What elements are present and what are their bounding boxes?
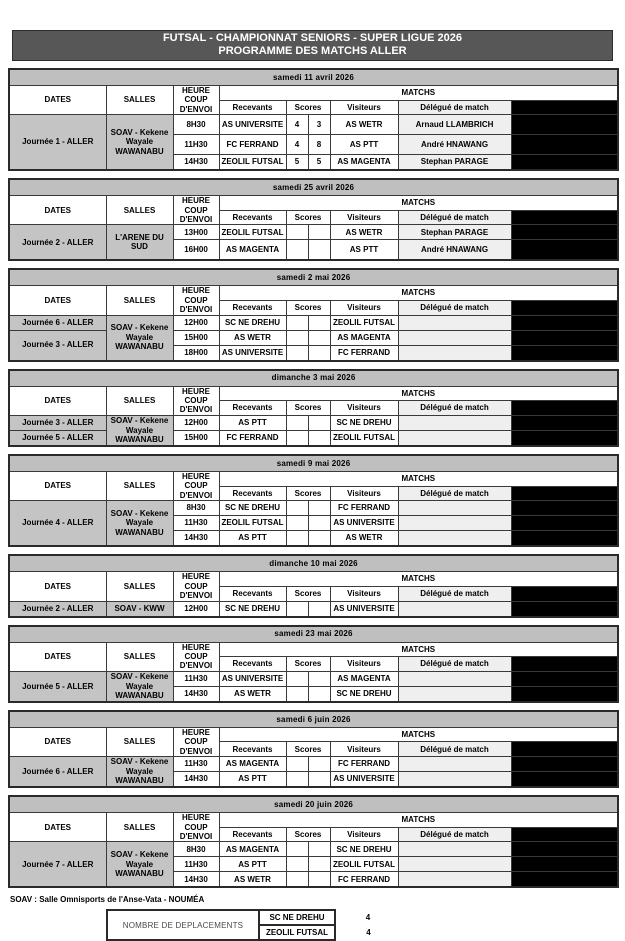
kickoff-time-cell: 8H30: [173, 842, 219, 857]
journee-cell: Journée 2 - ALLER: [9, 601, 106, 617]
score-away-cell: [308, 671, 330, 686]
journee-cell: Journée 3 - ALLER: [9, 330, 106, 361]
salle-cell: L'ARENE DU SUD: [106, 225, 173, 260]
home-team-cell: ZEOLIL FUTSAL: [219, 516, 286, 531]
col-header-visiteurs: Visiteurs: [330, 210, 398, 225]
col-header-delegue: Délégué de match: [398, 742, 511, 757]
score-away-cell: [308, 872, 330, 888]
score-home-cell: [286, 501, 308, 516]
col-header-salles: SALLES: [106, 286, 173, 315]
score-home-cell: [286, 330, 308, 345]
home-team-cell: AS UNIVERSITE: [219, 671, 286, 686]
referees-cell: AS UNIVERSITE - AS WETR: [511, 135, 618, 155]
score-home-cell: [286, 225, 308, 240]
salle-cell: SOAV - Kekene Wayale WAWANABU: [106, 115, 173, 170]
away-team-cell: AS WETR: [330, 225, 398, 240]
col-header-dates: DATES: [9, 642, 106, 671]
score-home-cell: [286, 686, 308, 702]
kickoff-time-cell: 12H00: [173, 315, 219, 330]
away-team-cell: AS UNIVERSITE: [330, 772, 398, 788]
col-header-dates: DATES: [9, 813, 106, 842]
col-header-scores: Scores: [286, 486, 330, 501]
date-banner: samedi 23 mai 2026: [9, 626, 618, 643]
score-home-cell: [286, 345, 308, 361]
kickoff-time-cell: 8H30: [173, 501, 219, 516]
referees-cell: ZEOLIL FUTSAL - AS MAGENTA: [511, 115, 618, 135]
col-header-arbitres: Arbitres de la rencontre: [511, 100, 618, 115]
col-header-arbitres: Arbitres de la rencontre: [511, 486, 618, 501]
score-away-cell: [308, 686, 330, 702]
delegate-cell: [398, 842, 511, 857]
section-table: [8, 795, 619, 888]
away-team-cell: AS MAGENTA: [330, 330, 398, 345]
kickoff-time-cell: 11H30: [173, 135, 219, 155]
home-team-cell: ZEOLIL FUTSAL: [219, 225, 286, 240]
away-team-cell: FC FERRAND: [330, 345, 398, 361]
col-header-delegue: Délégué de match: [398, 100, 511, 115]
col-header-visiteurs: Visiteurs: [330, 100, 398, 115]
col-header-matchs: MATCHS: [219, 572, 618, 587]
col-header-dates: DATES: [9, 86, 106, 115]
referees-cell: [511, 430, 618, 446]
home-team-cell: SC NE DREHU: [219, 501, 286, 516]
col-header-heure: HEURE COUP D'ENVOI: [173, 86, 219, 115]
score-away-cell: [308, 430, 330, 446]
score-away-cell: 8: [308, 135, 330, 155]
col-header-heure: HEURE COUP D'ENVOI: [173, 286, 219, 315]
match-row: [9, 430, 618, 446]
referees-cell: [511, 516, 618, 531]
referees-cell: [511, 872, 618, 888]
date-banner: samedi 2 mai 2026: [9, 269, 618, 286]
col-header-salles: SALLES: [106, 813, 173, 842]
salle-cell: SOAV - Kekene Wayale WAWANABU: [106, 842, 173, 888]
referees-cell: [511, 531, 618, 547]
home-team-cell: AS PTT: [219, 772, 286, 788]
away-team-cell: SC NE DREHU: [330, 686, 398, 702]
kickoff-time-cell: 11H30: [173, 757, 219, 772]
page-title-line1: FUTSAL - CHAMPIONNAT SENIORS - SUPER LIGUE 2026: [162, 32, 463, 44]
match-row: [9, 315, 618, 330]
score-home-cell: [286, 531, 308, 547]
col-header-delegue: Délégué de match: [398, 401, 511, 416]
delegate-cell: [398, 857, 511, 872]
score-away-cell: [308, 415, 330, 430]
score-home-cell: [286, 315, 308, 330]
col-header-visiteurs: Visiteurs: [330, 586, 398, 601]
col-header-recevants: Recevants: [219, 657, 286, 672]
score-away-cell: [308, 225, 330, 240]
delegate-cell: [398, 345, 511, 361]
away-team-cell: ZEOLIL FUTSAL: [330, 430, 398, 446]
kickoff-time-cell: 8H30: [173, 115, 219, 135]
page-title: [12, 30, 613, 61]
delegate-cell: [398, 315, 511, 330]
match-row: [9, 501, 618, 516]
kickoff-time-cell: 14H30: [173, 686, 219, 702]
col-header-matchs: MATCHS: [219, 86, 618, 101]
col-header-visiteurs: Visiteurs: [330, 742, 398, 757]
col-header-visiteurs: Visiteurs: [330, 486, 398, 501]
col-header-heure: HEURE COUP D'ENVOI: [173, 727, 219, 756]
col-header-dates: DATES: [9, 572, 106, 601]
col-header-recevants: Recevants: [219, 586, 286, 601]
col-header-scores: Scores: [286, 401, 330, 416]
referees-cell: [511, 415, 618, 430]
date-banner: samedi 11 avril 2026: [9, 69, 618, 86]
salle-cell: SOAV - Kekene Wayale WAWANABU: [106, 315, 173, 361]
col-header-arbitres: Arbitres de la rencontre: [511, 300, 618, 315]
away-team-cell: FC FERRAND: [330, 757, 398, 772]
away-team-cell: AS UNIVERSITE: [330, 516, 398, 531]
match-row: [9, 601, 618, 617]
match-row: [9, 757, 618, 772]
referees-cell: [511, 315, 618, 330]
home-team-cell: FC FERRAND: [219, 430, 286, 446]
col-header-heure: HEURE COUP D'ENVOI: [173, 572, 219, 601]
score-away-cell: [308, 330, 330, 345]
away-team-cell: AS UNIVERSITE: [330, 601, 398, 617]
col-header-visiteurs: Visiteurs: [330, 657, 398, 672]
col-header-scores: Scores: [286, 657, 330, 672]
col-header-heure: HEURE COUP D'ENVOI: [173, 813, 219, 842]
kickoff-time-cell: 12H00: [173, 415, 219, 430]
journee-cell: Journée 7 - ALLER: [9, 842, 106, 888]
away-team-cell: AS WETR: [330, 531, 398, 547]
col-header-recevants: Recevants: [219, 100, 286, 115]
delegate-cell: [398, 671, 511, 686]
col-header-dates: DATES: [9, 727, 106, 756]
score-away-cell: [308, 842, 330, 857]
journee-cell: Journée 6 - ALLER: [9, 757, 106, 788]
journee-cell: Journée 3 - ALLER: [9, 415, 106, 430]
away-team-cell: AS WETR: [330, 115, 398, 135]
home-team-cell: FC FERRAND: [219, 135, 286, 155]
score-home-cell: [286, 772, 308, 788]
displacement-team: SC NE DREHU: [259, 910, 335, 925]
home-team-cell: AS WETR: [219, 872, 286, 888]
home-team-cell: AS MAGENTA: [219, 240, 286, 260]
referees-cell: ZEOLIL FUTSAL - AS WETR: [511, 240, 618, 260]
col-header-visiteurs: Visiteurs: [330, 300, 398, 315]
col-header-matchs: MATCHS: [219, 813, 618, 828]
match-row: [9, 225, 618, 240]
col-header-arbitres: Arbitres de la rencontre: [511, 827, 618, 842]
kickoff-time-cell: 15H00: [173, 430, 219, 446]
score-away-cell: [308, 531, 330, 547]
home-team-cell: SC NE DREHU: [219, 601, 286, 617]
score-away-cell: [308, 516, 330, 531]
col-header-heure: HEURE COUP D'ENVOI: [173, 196, 219, 225]
referees-cell: [511, 601, 618, 617]
away-team-cell: AS PTT: [330, 240, 398, 260]
journee-cell: Journée 2 - ALLER: [9, 225, 106, 260]
displacement-team: ZEOLIL FUTSAL: [259, 925, 335, 940]
kickoff-time-cell: 14H30: [173, 531, 219, 547]
delegate-cell: Arnaud LLAMBRICH: [398, 115, 511, 135]
col-header-scores: Scores: [286, 210, 330, 225]
home-team-cell: ZEOLIL FUTSAL: [219, 155, 286, 171]
journee-cell: Journée 4 - ALLER: [9, 501, 106, 547]
col-header-heure: HEURE COUP D'ENVOI: [173, 642, 219, 671]
section-table: [8, 268, 619, 361]
away-team-cell: AS MAGENTA: [330, 671, 398, 686]
match-row: [9, 842, 618, 857]
col-header-salles: SALLES: [106, 471, 173, 500]
salle-cell: SOAV - Kekene Wayale WAWANABU: [106, 757, 173, 788]
referees-cell: [511, 671, 618, 686]
referees-cell: [511, 842, 618, 857]
away-team-cell: ZEOLIL FUTSAL: [330, 857, 398, 872]
referees-cell: [511, 772, 618, 788]
section-table: [8, 454, 619, 547]
kickoff-time-cell: 15H00: [173, 330, 219, 345]
date-banner: samedi 20 juin 2026: [9, 796, 618, 813]
journee-cell: Journée 1 - ALLER: [9, 115, 106, 170]
kickoff-time-cell: 13H00: [173, 225, 219, 240]
kickoff-time-cell: 11H30: [173, 671, 219, 686]
kickoff-time-cell: 11H30: [173, 857, 219, 872]
home-team-cell: AS UNIVERSITE: [219, 345, 286, 361]
score-home-cell: [286, 671, 308, 686]
section-table: [8, 178, 619, 261]
delegate-cell: [398, 872, 511, 888]
col-header-matchs: MATCHS: [219, 386, 618, 401]
home-team-cell: AS WETR: [219, 330, 286, 345]
referees-cell: [511, 345, 618, 361]
score-home-cell: [286, 601, 308, 617]
page-title-line2: PROGRAMME DES MATCHS ALLER: [218, 45, 407, 57]
home-team-cell: AS MAGENTA: [219, 757, 286, 772]
col-header-dates: DATES: [9, 471, 106, 500]
section-table: [8, 68, 619, 171]
delegate-cell: [398, 415, 511, 430]
date-banner: samedi 25 avril 2026: [9, 179, 618, 196]
col-header-scores: Scores: [286, 300, 330, 315]
col-header-salles: SALLES: [106, 727, 173, 756]
col-header-salles: SALLES: [106, 196, 173, 225]
col-header-dates: DATES: [9, 386, 106, 415]
date-banner: dimanche 10 mai 2026: [9, 555, 618, 572]
away-team-cell: SC NE DREHU: [330, 415, 398, 430]
home-team-cell: AS MAGENTA: [219, 842, 286, 857]
kickoff-time-cell: 11H30: [173, 516, 219, 531]
score-away-cell: 5: [308, 155, 330, 171]
salle-cell: SOAV - Kekene Wayale WAWANABU: [106, 415, 173, 446]
score-away-cell: [308, 857, 330, 872]
delegate-cell: [398, 601, 511, 617]
score-away-cell: [308, 772, 330, 788]
col-header-salles: SALLES: [106, 642, 173, 671]
away-team-cell: AS PTT: [330, 135, 398, 155]
col-header-scores: Scores: [286, 586, 330, 601]
home-team-cell: AS PTT: [219, 857, 286, 872]
col-header-arbitres: Arbitres de la rencontre: [511, 401, 618, 416]
journee-cell: Journée 5 - ALLER: [9, 671, 106, 702]
delegate-cell: [398, 501, 511, 516]
col-header-recevants: Recevants: [219, 210, 286, 225]
referees-cell: [511, 757, 618, 772]
col-header-visiteurs: Visiteurs: [330, 827, 398, 842]
score-home-cell: [286, 857, 308, 872]
score-home-cell: 4: [286, 135, 308, 155]
delegate-cell: [398, 430, 511, 446]
delegate-cell: [398, 772, 511, 788]
col-header-heure: HEURE COUP D'ENVOI: [173, 471, 219, 500]
col-header-visiteurs: Visiteurs: [330, 401, 398, 416]
score-away-cell: 3: [308, 115, 330, 135]
home-team-cell: AS UNIVERSITE: [219, 115, 286, 135]
displacement-label: NOMBRE DE DEPLACEMENTS: [107, 910, 259, 940]
col-header-matchs: MATCHS: [219, 471, 618, 486]
salle-cell: SOAV - Kekene Wayale WAWANABU: [106, 671, 173, 702]
footer-note: SOAV : Salle Omnisports de l'Anse-Vata - NOUMÉA: [10, 895, 205, 905]
score-home-cell: [286, 872, 308, 888]
score-home-cell: [286, 240, 308, 260]
kickoff-time-cell: 14H30: [173, 772, 219, 788]
displacement-table: [106, 909, 402, 941]
col-header-scores: Scores: [286, 100, 330, 115]
match-row: [9, 415, 618, 430]
kickoff-time-cell: 16H00: [173, 240, 219, 260]
col-header-salles: SALLES: [106, 572, 173, 601]
col-header-recevants: Recevants: [219, 827, 286, 842]
match-row: [9, 115, 618, 135]
home-team-cell: SC NE DREHU: [219, 315, 286, 330]
score-away-cell: [308, 601, 330, 617]
delegate-cell: [398, 330, 511, 345]
displacement-count: 4: [365, 913, 371, 923]
delegate-cell: [398, 686, 511, 702]
delegate-cell: Stephan PARAGE: [398, 155, 511, 171]
delegate-cell: [398, 516, 511, 531]
section-table: [8, 554, 619, 617]
away-team-cell: ZEOLIL FUTSAL: [330, 315, 398, 330]
col-header-delegue: Délégué de match: [398, 486, 511, 501]
journee-cell: Journée 6 - ALLER: [9, 315, 106, 330]
home-team-cell: AS PTT: [219, 415, 286, 430]
referees-cell: AS MAGENTA - AS PTT: [511, 225, 618, 240]
referees-cell: [511, 686, 618, 702]
delegate-cell: André HNAWANG: [398, 135, 511, 155]
score-home-cell: 4: [286, 115, 308, 135]
col-header-recevants: Recevants: [219, 300, 286, 315]
match-row: [9, 330, 618, 345]
kickoff-time-cell: 18H00: [173, 345, 219, 361]
displacement-count: 4: [366, 928, 371, 938]
col-header-delegue: Délégué de match: [398, 586, 511, 601]
score-home-cell: [286, 842, 308, 857]
delegate-cell: [398, 531, 511, 547]
score-home-cell: [286, 415, 308, 430]
col-header-heure: HEURE COUP D'ENVOI: [173, 386, 219, 415]
away-team-cell: FC FERRAND: [330, 872, 398, 888]
col-header-matchs: MATCHS: [219, 727, 618, 742]
col-header-scores: Scores: [286, 827, 330, 842]
away-team-cell: AS MAGENTA: [330, 155, 398, 171]
col-header-delegue: Délégué de match: [398, 657, 511, 672]
col-header-dates: DATES: [9, 286, 106, 315]
col-header-delegue: Délégué de match: [398, 210, 511, 225]
section-table: [8, 625, 619, 703]
col-header-salles: SALLES: [106, 386, 173, 415]
score-away-cell: [308, 501, 330, 516]
match-row: [9, 671, 618, 686]
salle-cell: SOAV - KWW: [106, 601, 173, 617]
score-home-cell: [286, 430, 308, 446]
col-header-dates: DATES: [9, 196, 106, 225]
referees-cell: FC FERRAND - AS PTT: [511, 155, 618, 171]
col-header-matchs: MATCHS: [219, 286, 618, 301]
col-header-arbitres: Arbitres de la rencontre: [511, 210, 618, 225]
kickoff-time-cell: 12H00: [173, 601, 219, 617]
salle-cell: SOAV - Kekene Wayale WAWANABU: [106, 501, 173, 547]
date-banner: samedi 6 juin 2026: [9, 711, 618, 728]
score-home-cell: [286, 516, 308, 531]
col-header-scores: Scores: [286, 742, 330, 757]
col-header-recevants: Recevants: [219, 742, 286, 757]
delegate-cell: André HNAWANG: [398, 240, 511, 260]
referees-cell: [511, 501, 618, 516]
col-header-matchs: MATCHS: [219, 196, 618, 211]
col-header-delegue: Délégué de match: [398, 827, 511, 842]
score-home-cell: [286, 757, 308, 772]
col-header-delegue: Délégué de match: [398, 300, 511, 315]
date-banner: dimanche 3 mai 2026: [9, 370, 618, 387]
journee-cell: Journée 5 - ALLER: [9, 430, 106, 446]
referees-cell: [511, 857, 618, 872]
home-team-cell: AS WETR: [219, 686, 286, 702]
col-header-recevants: Recevants: [219, 401, 286, 416]
referees-cell: [511, 330, 618, 345]
kickoff-time-cell: 14H30: [173, 155, 219, 171]
col-header-arbitres: Arbitres de la rencontre: [511, 742, 618, 757]
kickoff-time-cell: 14H30: [173, 872, 219, 888]
col-header-salles: SALLES: [106, 86, 173, 115]
col-header-arbitres: Arbitres de la rencontre: [511, 657, 618, 672]
col-header-arbitres: Arbitres de la rencontre: [511, 586, 618, 601]
col-header-matchs: MATCHS: [219, 642, 618, 657]
delegate-cell: Stephan PARAGE: [398, 225, 511, 240]
score-away-cell: [308, 757, 330, 772]
score-away-cell: [308, 345, 330, 361]
delegate-cell: [398, 757, 511, 772]
home-team-cell: AS PTT: [219, 531, 286, 547]
col-header-recevants: Recevants: [219, 486, 286, 501]
date-banner: samedi 9 mai 2026: [9, 455, 618, 472]
score-away-cell: [308, 315, 330, 330]
section-table: [8, 369, 619, 447]
section-table: [8, 710, 619, 788]
score-away-cell: [308, 240, 330, 260]
schedule-sections: [8, 68, 617, 888]
away-team-cell: FC FERRAND: [330, 501, 398, 516]
score-home-cell: 5: [286, 155, 308, 171]
away-team-cell: SC NE DREHU: [330, 842, 398, 857]
